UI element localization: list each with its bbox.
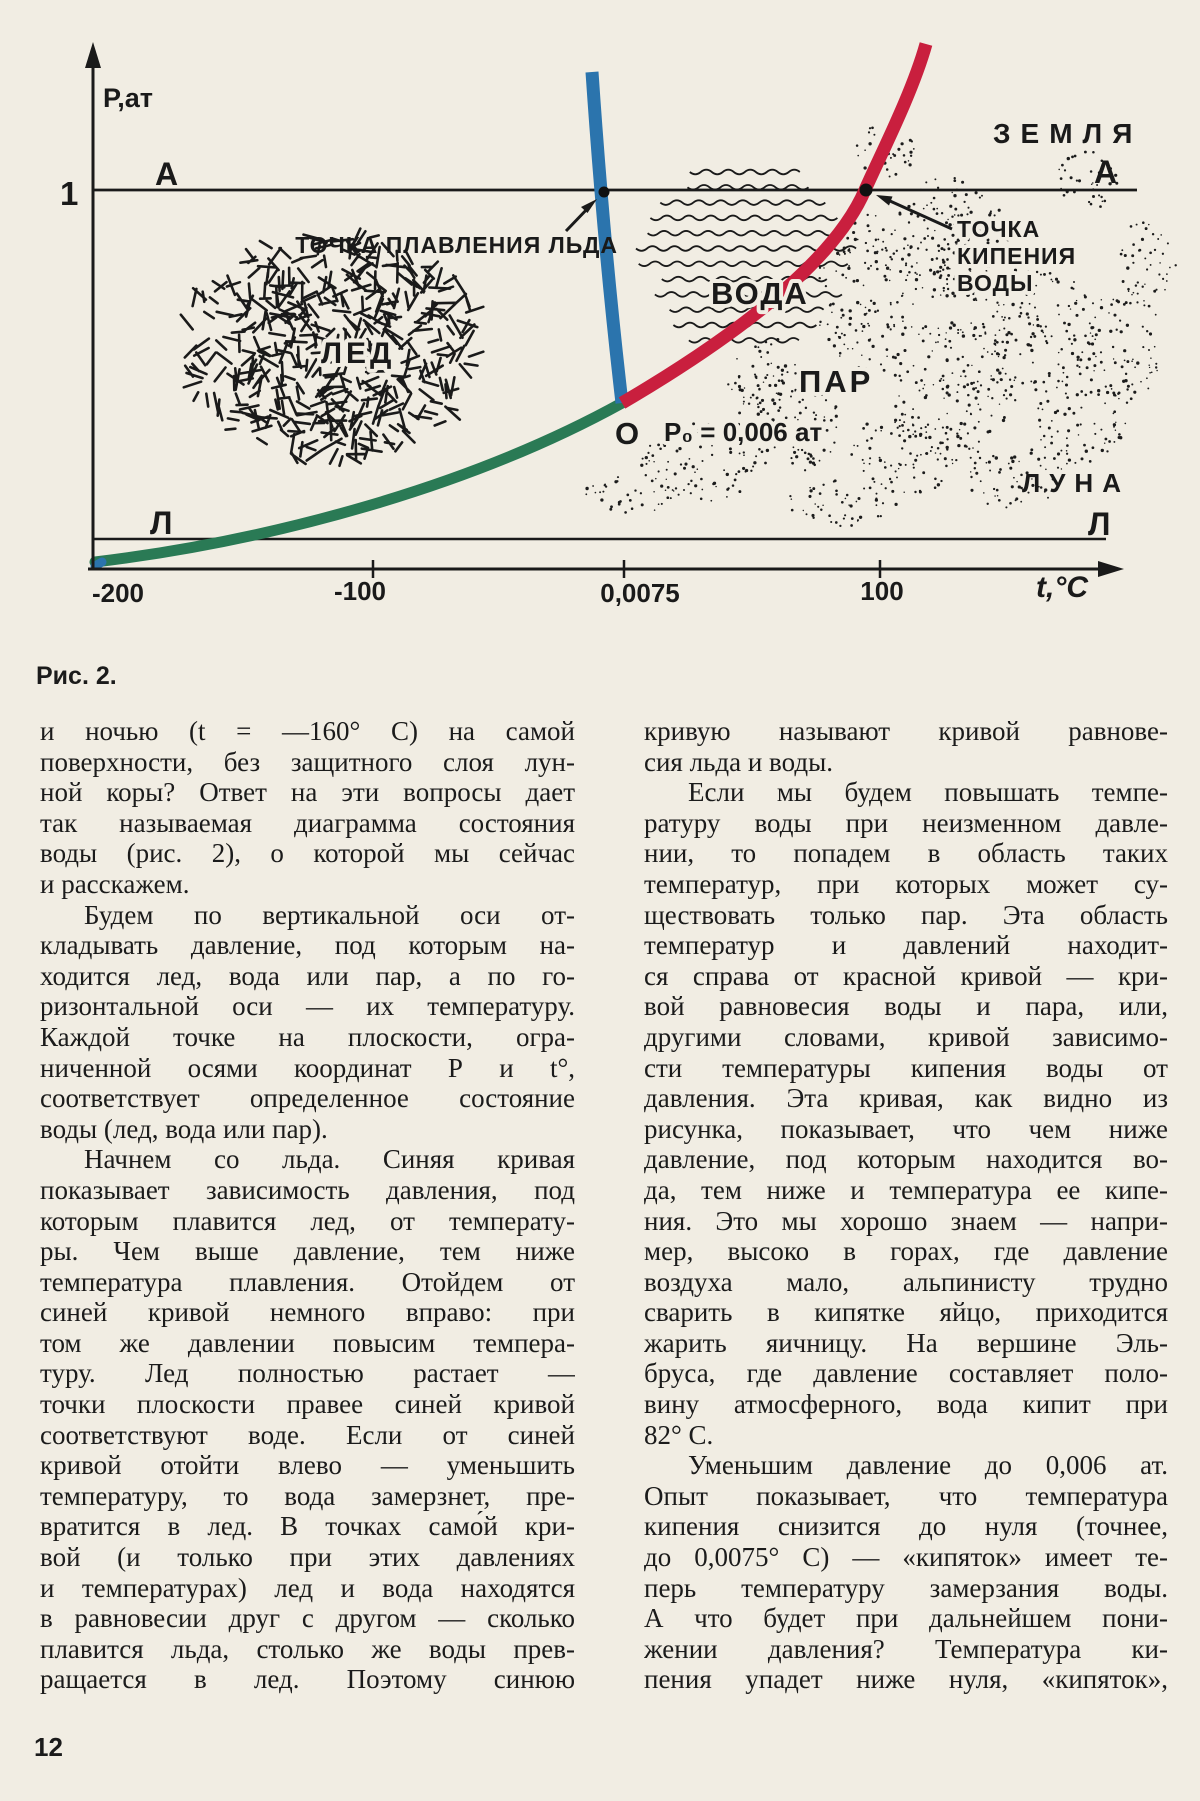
text-line: соответствует определенное состояние	[40, 1083, 575, 1114]
text-line: рисунка, показывает, что чем ниже	[644, 1113, 1168, 1144]
steam-texture	[585, 126, 1176, 527]
text-line: Уменьшим давление до 0,006 ат.	[688, 1450, 1168, 1481]
text-line: туру. Лед полностью растает —	[40, 1358, 575, 1389]
text-line: Будем по вертикальной оси от-	[84, 899, 575, 930]
x-axis-arrow-icon	[1098, 561, 1124, 577]
text-line: жении давления? Температура ки-	[644, 1633, 1168, 1664]
boiling-point-label-line2: КИПЕНИЯ	[957, 243, 1077, 269]
text-line: так называемая диаграмма состояния	[40, 807, 575, 838]
text-line: точки плоскости правее синей кривой	[40, 1389, 575, 1420]
region-label-water: ВОДА	[711, 276, 809, 311]
boiling-point-arrow-icon	[876, 195, 952, 229]
text-line: сти температуры кипения воды от	[644, 1052, 1168, 1083]
text-line: А что будет при дальнейшем пони-	[644, 1603, 1168, 1634]
text-line: жарить яичницу. На вершине Эль-	[644, 1327, 1168, 1358]
page-number: 12	[34, 1732, 63, 1762]
earth-line-label-right: А	[1094, 154, 1118, 190]
text-line: давления. Эта кривая, как видно из	[644, 1083, 1168, 1114]
boiling-point-label-line3: ВОДЫ	[957, 270, 1034, 296]
text-line: сварить в кипятке яйцо, приходится	[644, 1297, 1168, 1328]
text-line: температур и давлений находит-	[644, 930, 1168, 961]
text-line: вину атмосферного, вода кипит при	[644, 1389, 1168, 1420]
x-axis-label: t,°C	[1036, 571, 1088, 604]
x-tick-label-100: 100	[860, 576, 904, 606]
melting-point-label: ТОЧКА ПЛАВЛЕНИЯ ЛЬДА	[295, 232, 618, 258]
triple-point-pressure-label: Р₀ = 0,006 ат	[664, 417, 823, 447]
text-line: ной коры? Ответ на эти вопросы дает	[40, 777, 575, 808]
text-line: Начнем со льда. Синяя кривая	[84, 1144, 575, 1175]
text-line: ризонтальной оси — их температуру.	[40, 991, 575, 1022]
x-tick-label-m100: -100	[333, 576, 387, 606]
text-line: температура плавления. Отойдем от	[40, 1266, 575, 1297]
text-line: до 0,0075° С) — «кипяток» имеет те-	[644, 1542, 1168, 1573]
text-line: другими словами, кривой зависимо-	[644, 1021, 1168, 1052]
melting-point-arrow-icon	[566, 199, 597, 231]
triple-point-label: О	[615, 416, 640, 451]
text-line: плавится льда, столько же воды прев-	[40, 1633, 575, 1664]
moon-line-label-left: Л	[150, 505, 173, 541]
text-line: и ночью (t = —160° С) на самой	[40, 716, 575, 746]
text-line: давление, под которым находится во-	[644, 1144, 1168, 1175]
column-right	[644, 716, 1168, 1695]
sublimation-curve-blue-tip	[95, 562, 102, 566]
text-line: Каждой точке на плоскости, огра-	[40, 1021, 575, 1052]
boiling-point-label-line1: ТОЧКА	[957, 216, 1041, 242]
y-axis-label: Р,ат	[103, 83, 154, 113]
text-line: показывает зависимость давления, под	[40, 1174, 575, 1205]
text-line: ния. Это мы хорошо знаем — напри-	[644, 1205, 1168, 1236]
text-line: ниченной осями координат Р и t°,	[40, 1052, 575, 1083]
earth-line-label-left: А	[155, 156, 179, 192]
text-line: и расскажем.	[40, 868, 190, 899]
text-line: перь температуру замерзания воды.	[644, 1572, 1168, 1603]
boiling-point-marker	[860, 184, 873, 197]
text-line: кипения снизится до нуля (точнее,	[644, 1511, 1168, 1542]
text-line: ращается в лед. Поэтому синюю	[40, 1664, 575, 1695]
text-line: кладывать давление, под которым на-	[40, 930, 575, 961]
text-line: ратуру воды при неизменном давле-	[644, 807, 1168, 838]
text-line: мер, высоко в горах, где давление	[644, 1236, 1168, 1267]
text-line: сия льда и воды.	[644, 746, 833, 777]
text-line: вратится в лед. В точках само́й кри-	[40, 1511, 575, 1542]
text-line: в равновесии друг с другом — сколько	[40, 1603, 575, 1634]
text-line: воды (рис. 2), о которой мы сейчас	[40, 838, 575, 869]
text-line: температур, при которых может су-	[644, 868, 1168, 899]
text-line: поверхности, без защитного слоя лун-	[40, 746, 575, 777]
y-axis-arrow-icon	[85, 42, 101, 68]
text-line: которым плавится лед, от температу-	[40, 1205, 575, 1236]
text-line: ся справа от красной кривой — кри-	[644, 960, 1168, 991]
text-line: и температурах) лед и вода находятся	[40, 1572, 575, 1603]
text-line: Опыт показывает, что температура	[644, 1480, 1168, 1511]
melting-point-marker	[599, 187, 610, 198]
text-line: том же давлении повысим темпера-	[40, 1327, 575, 1358]
x-tick-label-m200: -200	[91, 578, 145, 608]
region-label-steam: ПАР	[799, 364, 874, 399]
text-line: вой равновесия воды и пара, или,	[644, 991, 1168, 1022]
text-line: ры. Чем выше давление, тем ниже	[40, 1236, 575, 1267]
phase-diagram-figure	[0, 0, 1200, 640]
boiling-curve	[622, 44, 926, 403]
figure-caption: Рис. 2.	[36, 662, 117, 690]
text-line: ществовать только пар. Эта область	[644, 899, 1168, 930]
text-line: воздуха мало, альпинисту трудно	[644, 1266, 1168, 1297]
text-line: синей кривой немного вправо: при	[40, 1297, 575, 1328]
y-tick-label-1: 1	[60, 175, 79, 212]
text-line: соответствуют воде. Если от синей	[40, 1419, 575, 1450]
column-left	[40, 716, 575, 1695]
text-line: Если мы будем повышать темпе-	[688, 777, 1168, 808]
text-line: 82° С.	[644, 1419, 714, 1450]
x-tick-label-00075: 0,0075	[600, 578, 680, 608]
text-line: пения упадет ниже нуля, «кипяток»,	[644, 1664, 1168, 1695]
text-line: кривой отойти влево — уменьшить	[40, 1450, 575, 1481]
text-line: нии, то попадем в область таких	[644, 838, 1168, 869]
text-line: бруса, где давление составляет поло-	[644, 1358, 1168, 1389]
text-line: ходится лед, вода или пар, а по го-	[40, 960, 575, 991]
moon-line-label-right: Л	[1088, 506, 1111, 542]
text-line: вой (и только при этих давлениях	[40, 1542, 575, 1573]
moon-label: ЛУНА	[1022, 468, 1130, 498]
text-line: температуру, то вода замерзнет, пре-	[40, 1480, 575, 1511]
text-line: да, тем ниже и температура ее кипе-	[644, 1174, 1168, 1205]
region-label-ice: ЛЕД	[321, 337, 396, 370]
text-line: воды (лед, вода или пар).	[40, 1113, 328, 1144]
earth-label: ЗЕМЛЯ	[993, 118, 1143, 149]
text-line: кривую называют кривой равнове-	[644, 716, 1168, 746]
